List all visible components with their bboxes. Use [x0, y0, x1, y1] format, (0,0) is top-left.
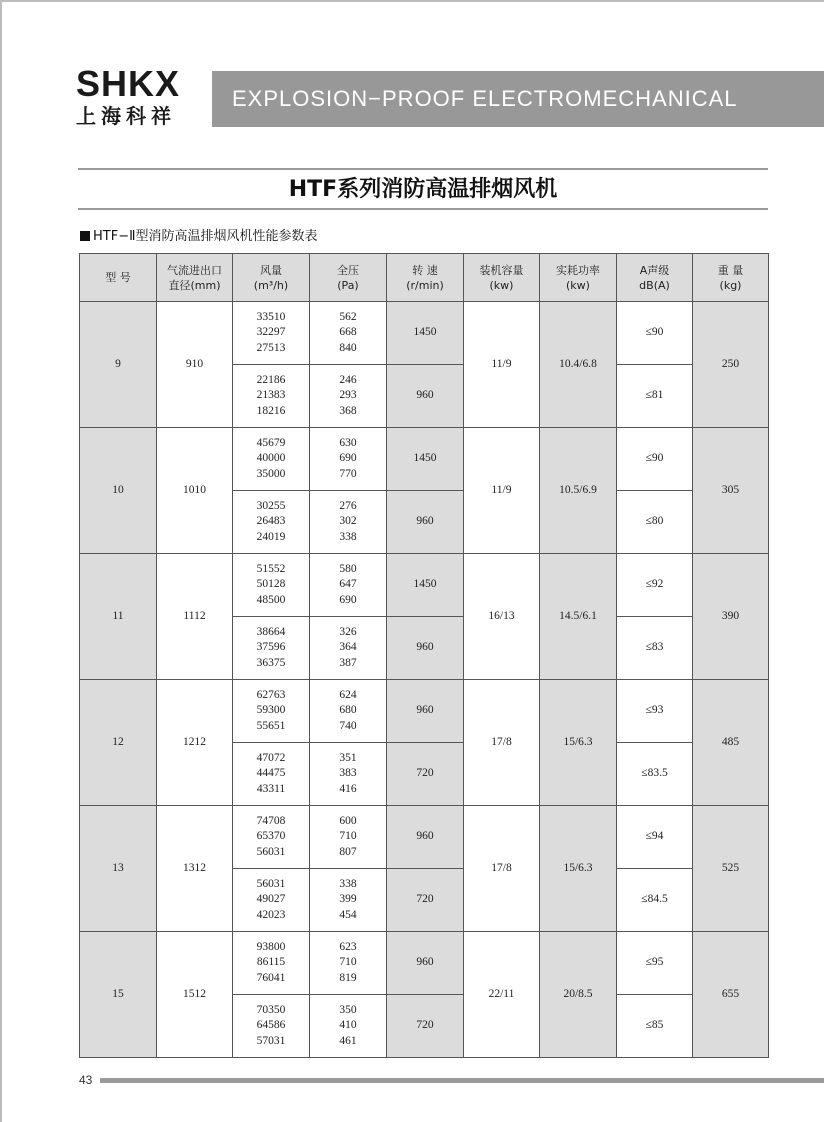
footer-rule [100, 1078, 824, 1083]
column-header-label: A声级 [639, 263, 670, 277]
pressure-cell [310, 995, 387, 1058]
airflow-cell-value: 45679 [256, 436, 286, 449]
table-row [80, 806, 769, 869]
column-header-label: 实耗功率 [556, 263, 600, 277]
diameter-cell: 1212 [157, 680, 233, 806]
speed-cell: 960 [387, 932, 464, 995]
noise-level-cell: ≤85 [617, 995, 693, 1058]
airflow-cell-value: 42023 [256, 908, 286, 921]
pressure-cell-value: 562 [339, 310, 357, 323]
airflow-cell [233, 554, 310, 617]
noise-level-cell: ≤81 [617, 365, 693, 428]
table-row [80, 554, 769, 617]
column-header [540, 254, 617, 302]
speed-cell: 1450 [387, 302, 464, 365]
column-header-label: 型 号 [105, 271, 131, 284]
airflow-cell-value: 30255 [256, 499, 286, 512]
speed-cell: 720 [387, 869, 464, 932]
airflow-cell [233, 995, 310, 1058]
brand-logo [76, 63, 200, 130]
airflow-cell [233, 302, 310, 365]
pressure-cell-value: 338 [339, 530, 357, 543]
noise-level-cell: ≤84.5 [617, 869, 693, 932]
pressure-cell-value: 580 [339, 562, 357, 575]
diameter-cell: 1112 [157, 554, 233, 680]
table-row [80, 932, 769, 995]
column-header-unit: (kg) [719, 278, 742, 292]
pressure-cell-value: 690 [339, 452, 357, 465]
speed-cell: 1450 [387, 554, 464, 617]
pressure-cell-value: 461 [339, 1034, 357, 1047]
weight-cell: 485 [693, 680, 769, 806]
installed-capacity-cell: 11/9 [464, 428, 540, 554]
pressure-cell-value: 819 [339, 971, 357, 984]
airflow-cell-value: 27513 [256, 341, 286, 354]
pressure-cell [310, 680, 387, 743]
title-rule-top [78, 168, 768, 170]
pressure-cell-value: 416 [339, 782, 357, 795]
model-cell: 15 [80, 932, 157, 1058]
column-header [310, 254, 387, 302]
airflow-cell-value: 65370 [256, 830, 286, 843]
weight-cell: 390 [693, 554, 769, 680]
pressure-cell-value: 410 [339, 1019, 357, 1032]
column-header-label: 装机容量 [479, 263, 524, 277]
pressure-cell [310, 743, 387, 806]
table-header-row [80, 254, 769, 302]
page-frame-left [0, 0, 2, 1122]
column-header-label: 转 速 [412, 263, 438, 277]
power-consumption-cell: 15/6.3 [540, 680, 617, 806]
airflow-cell-value: 22186 [256, 373, 286, 386]
diameter-cell: 1512 [157, 932, 233, 1058]
speed-cell: 960 [387, 491, 464, 554]
table-row [80, 302, 769, 365]
page-frame-top [0, 0, 824, 2]
pressure-cell [310, 365, 387, 428]
airflow-cell-value: 26483 [256, 515, 286, 528]
pressure-cell-value: 600 [339, 814, 357, 827]
table-row [80, 428, 769, 491]
model-cell: 12 [80, 680, 157, 806]
airflow-cell-value: 40000 [256, 452, 286, 465]
airflow-cell-value: 49027 [256, 893, 286, 906]
model-cell: 10 [80, 428, 157, 554]
pressure-cell-value: 399 [339, 893, 357, 906]
page-title: HTF系列消防高温排烟风机 [288, 177, 558, 202]
pressure-cell-value: 454 [339, 908, 357, 921]
column-header-label: 风量 [260, 263, 282, 277]
model-cell: 13 [80, 806, 157, 932]
airflow-cell-value: 21383 [256, 389, 286, 402]
installed-capacity-cell: 22/11 [464, 932, 540, 1058]
airflow-cell-value: 38664 [256, 625, 286, 638]
airflow-cell-value: 74708 [256, 814, 286, 827]
column-header-label: 气流进出口 [167, 263, 222, 277]
column-header-unit: (Pa) [337, 278, 359, 292]
model-cell: 9 [80, 302, 157, 428]
airflow-cell-value: 48500 [256, 593, 286, 606]
diameter-cell: 1010 [157, 428, 233, 554]
pressure-cell-value: 387 [339, 656, 357, 669]
diameter-cell: 910 [157, 302, 233, 428]
pressure-cell [310, 869, 387, 932]
speed-cell: 960 [387, 365, 464, 428]
weight-cell: 250 [693, 302, 769, 428]
airflow-cell [233, 932, 310, 995]
noise-level-cell: ≤83 [617, 617, 693, 680]
pressure-cell-value: 840 [339, 341, 357, 354]
pressure-cell-value: 351 [339, 751, 357, 764]
airflow-cell-value: 62763 [256, 688, 286, 701]
pressure-cell-value: 710 [339, 956, 357, 969]
square-bullet-icon [80, 231, 90, 241]
airflow-cell [233, 428, 310, 491]
airflow-cell-value: 51552 [256, 562, 286, 575]
pressure-cell-value: 350 [339, 1003, 357, 1016]
column-header [693, 254, 769, 302]
noise-level-cell: ≤90 [617, 302, 693, 365]
airflow-cell-value: 33510 [256, 310, 286, 323]
pressure-cell-value: 368 [339, 404, 357, 417]
installed-capacity-cell: 16/13 [464, 554, 540, 680]
logo-chinese-name: 上海科祥 [76, 104, 176, 128]
noise-level-cell: ≤92 [617, 554, 693, 617]
table-caption-text: HTF−Ⅱ型消防高温排烟风机性能参数表 [93, 229, 318, 244]
airflow-cell [233, 680, 310, 743]
airflow-cell-value: 56031 [256, 845, 286, 858]
airflow-cell-value: 43311 [256, 782, 286, 795]
pressure-cell-value: 293 [339, 389, 357, 402]
column-header [464, 254, 540, 302]
weight-cell: 525 [693, 806, 769, 932]
column-header-unit: (kw) [566, 278, 590, 292]
pressure-cell-value: 338 [339, 877, 357, 890]
column-header [617, 254, 693, 302]
airflow-cell-value: 47072 [256, 751, 286, 764]
pressure-cell [310, 302, 387, 365]
airflow-cell [233, 365, 310, 428]
power-consumption-cell: 10.4/6.8 [540, 302, 617, 428]
pressure-cell [310, 554, 387, 617]
column-header-unit: dB(A) [639, 278, 670, 292]
pressure-cell-value: 647 [339, 578, 357, 591]
pressure-cell-value: 740 [339, 719, 357, 732]
column-header-label: 重 量 [717, 263, 744, 277]
pressure-cell-value: 770 [339, 467, 357, 480]
installed-capacity-cell: 17/8 [464, 680, 540, 806]
speed-cell: 960 [387, 680, 464, 743]
airflow-cell-value: 32297 [256, 326, 286, 339]
pressure-cell-value: 624 [339, 688, 357, 701]
table-body [80, 302, 769, 1058]
airflow-cell [233, 617, 310, 680]
title-rule-bottom [78, 208, 768, 210]
installed-capacity-cell: 11/9 [464, 302, 540, 428]
model-cell: 11 [80, 554, 157, 680]
installed-capacity-cell: 17/8 [464, 806, 540, 932]
column-header-unit: 直径(mm) [168, 278, 221, 292]
pressure-cell-value: 276 [339, 499, 357, 512]
speed-cell: 720 [387, 743, 464, 806]
pressure-cell [310, 932, 387, 995]
airflow-cell-value: 64586 [256, 1019, 286, 1032]
airflow-cell-value: 44475 [256, 767, 286, 780]
noise-level-cell: ≤90 [617, 428, 693, 491]
pressure-cell-value: 680 [339, 704, 357, 717]
column-header [157, 254, 233, 302]
airflow-cell [233, 491, 310, 554]
airflow-cell [233, 869, 310, 932]
table-caption [80, 229, 318, 245]
power-consumption-cell: 14.5/6.1 [540, 554, 617, 680]
pressure-cell-value: 668 [339, 326, 357, 339]
speed-cell: 960 [387, 806, 464, 869]
pressure-cell [310, 491, 387, 554]
airflow-cell-value: 55651 [256, 719, 286, 732]
airflow-cell-value: 36375 [256, 656, 286, 669]
logo-wordmark: SHKX [76, 63, 181, 104]
pressure-cell-value: 807 [339, 845, 357, 858]
pressure-cell [310, 617, 387, 680]
page-number: 43 [79, 1073, 93, 1087]
pressure-cell [310, 428, 387, 491]
noise-level-cell: ≤83.5 [617, 743, 693, 806]
noise-level-cell: ≤93 [617, 680, 693, 743]
column-header [233, 254, 310, 302]
header-banner [212, 71, 824, 127]
power-consumption-cell: 20/8.5 [540, 932, 617, 1058]
pressure-cell-value: 364 [339, 641, 357, 654]
airflow-cell-value: 86115 [256, 956, 286, 969]
table-row [80, 680, 769, 743]
speed-cell: 720 [387, 995, 464, 1058]
airflow-cell [233, 806, 310, 869]
airflow-cell-value: 35000 [256, 467, 286, 480]
airflow-cell-value: 37596 [256, 641, 286, 654]
airflow-cell-value: 76041 [256, 971, 286, 984]
airflow-cell-value: 70350 [256, 1003, 286, 1016]
airflow-cell-value: 56031 [256, 877, 286, 890]
performance-table [79, 253, 769, 1058]
pressure-cell [310, 806, 387, 869]
column-header-unit: (m³/h) [253, 278, 289, 292]
weight-cell: 655 [693, 932, 769, 1058]
airflow-cell [233, 743, 310, 806]
column-header-label: 全压 [337, 263, 359, 277]
column-header-unit: (kw) [489, 278, 514, 292]
banner-text: EXPLOSION−PROOF ELECTROMECHANICAL [232, 86, 738, 111]
airflow-cell-value: 57031 [256, 1034, 286, 1047]
speed-cell: 1450 [387, 428, 464, 491]
weight-cell: 305 [693, 428, 769, 554]
pressure-cell-value: 326 [339, 625, 357, 638]
airflow-cell-value: 93800 [256, 940, 286, 953]
power-consumption-cell: 15/6.3 [540, 806, 617, 932]
pressure-cell-value: 690 [339, 593, 357, 606]
pressure-cell-value: 246 [339, 373, 357, 386]
noise-level-cell: ≤80 [617, 491, 693, 554]
speed-cell: 960 [387, 617, 464, 680]
airflow-cell-value: 18216 [256, 404, 286, 417]
pressure-cell-value: 630 [339, 436, 357, 449]
column-header [80, 254, 157, 302]
pressure-cell-value: 710 [339, 830, 357, 843]
noise-level-cell: ≤94 [617, 806, 693, 869]
pressure-cell-value: 623 [339, 940, 357, 953]
power-consumption-cell: 10.5/6.9 [540, 428, 617, 554]
airflow-cell-value: 59300 [256, 704, 286, 717]
pressure-cell-value: 302 [339, 515, 357, 528]
column-header-unit: (r/min) [406, 278, 444, 292]
airflow-cell-value: 24019 [256, 530, 286, 543]
noise-level-cell: ≤95 [617, 932, 693, 995]
airflow-cell-value: 50128 [256, 578, 286, 591]
column-header [387, 254, 464, 302]
pressure-cell-value: 383 [339, 767, 357, 780]
diameter-cell: 1312 [157, 806, 233, 932]
